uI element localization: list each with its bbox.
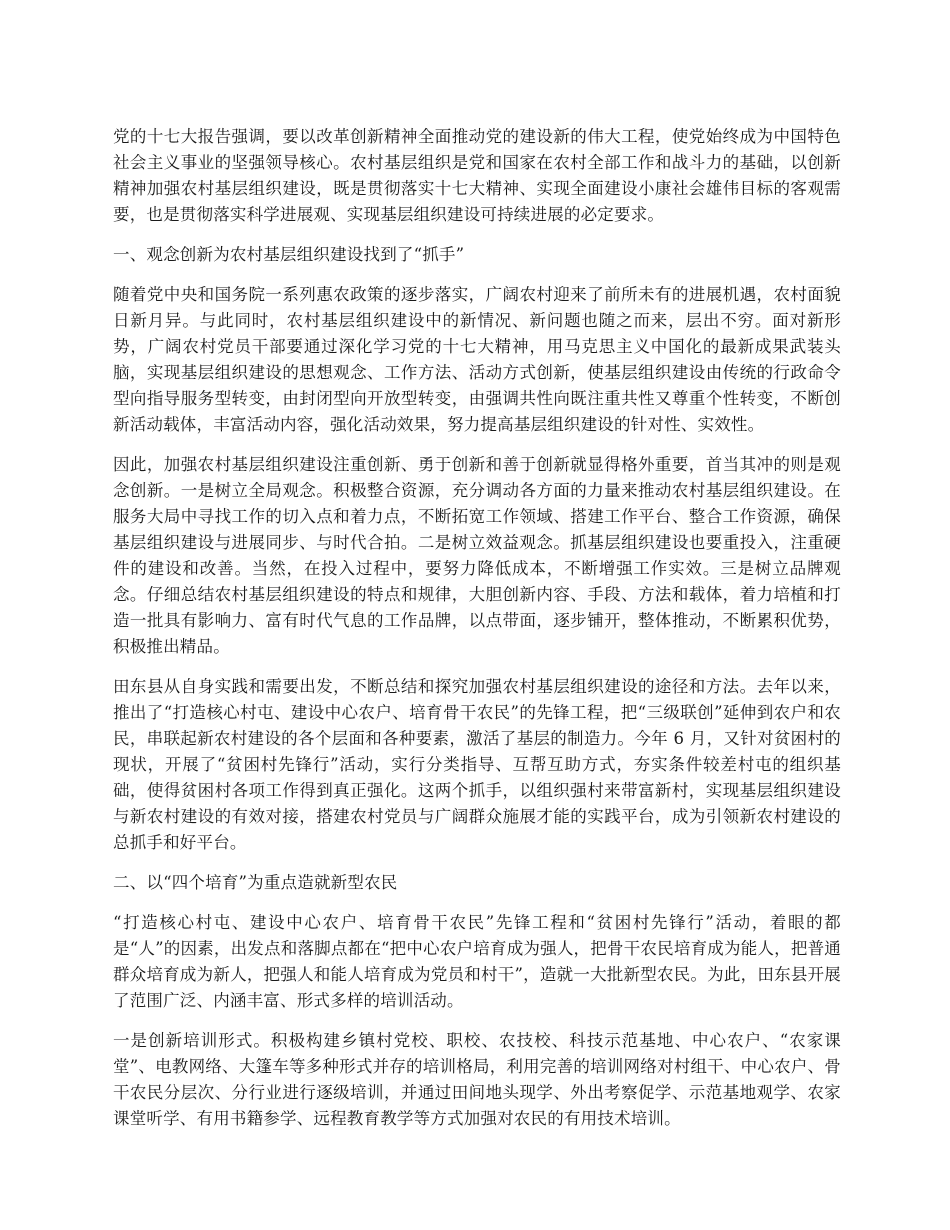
body-paragraph: 因此，加强农村基层组织建设注重创新、勇于创新和善于创新就显得格外重要，首当其冲的则是观念创新。一是树立全局观念。积极整合资源，充分调动各方面的力量来推动农村基层组织建设。在服务大局中寻找工作的切入点和着力点，不断拓宽工作领域、搭建工作平台、整合工作资源，确保基层组织建设与进展同步、与时代合拍。二是树立效益观念。抓基层组织建设也要重投入，注重硬件的建设和改善。当然，在投入过程中，要努力降低成本，不断增强工作实效。三是树立品牌观念。仔细总结农村基层组织建设的特点和规律，大胆创新内容、手段、方法和载体，着力培植和打造一批具有影响力、富有时代气息的工作品牌，以点带面，逐步铺开，整体推动，不断累积优势，积极推出精品。 <box>113 455 841 656</box>
body-paragraph: 田东县从自身实践和需要出发，不断总结和探究加强农村基层组织建设的途径和方法。去年以来，推出了“打造核心村屯、建设中心农户、培育骨干农民”的先锋工程，把“三级联创”延伸到农户和农民，串联起新农村建设的各个层面和各种要素，激活了基层的制造力。今年 6 月，又针对贫困村的现状，开展了“贫困村先锋行”活动，实行分类指导、互帮互助方式，夯实条件较差村屯的组织基础，使得贫困村各项工作得到真正强化。这两个抓手，以组织强村来带富新村，实现基层组织建设与新农村建设的有效对接，搭建农村党员与广阔群众施展才能的实践平台，成为引领新农村建设的总抓手和好平台。 <box>113 677 841 852</box>
body-paragraph: “打造核心村屯、建设中心农户、培育骨干农民”先锋工程和“贫困村先锋行”活动，着眼的都是“人”的因素，出发点和落脚点都在“把中心农户培育成为强人，把骨干农民培育成为能人，把普通群众培育成为新人，把强人和能人培育成为党员和村干”，造就一大批新型农民。为此，田东县开展了范围广泛、内涵丰富、形式多样的培训活动。 <box>113 913 841 1010</box>
body-paragraph: 随着党中央和国务院一系列惠农政策的逐步落实，广阔农村迎来了前所未有的进展机遇，农村面貌日新月异。与此同时，农村基层组织建设中的新情况、新问题也随之而来，层出不穷。面对新形势，广阔农村党员干部要通过深化学习党的十七大精神，用马克思主义中国化的最新成果武装头脑，实现基层组织建设的思想观念、工作方法、活动方式创新，使基层组织建设由传统的行政命令型向指导服务型转变，由封闭型向开放型转变，由强调共性向既注重共性又尊重个性转变，不断创新活动载体，丰富活动内容，强化活动效果，努力提高基层组织建设的针对性、实效性。 <box>113 285 841 434</box>
body-paragraph: 一是创新培训形式。积极构建乡镇村党校、职校、农技校、科技示范基地、中心农户、“农家课堂”、电教网络、大篷车等多种形式并存的培训格局，利用完善的培训网络对村组干、中心农户、骨干农民分层次、分行业进行逐级培训，并通过田间地头现学、外出考察促学、示范基地观学、农家课堂听学、有用书籍参学、远程教育教学等方式加强对农民的有用技术培训。 <box>113 1031 841 1128</box>
document-body <box>113 124 841 1146</box>
section-heading-1: 一、观念创新为农村基层组织建设找到了“抓手” <box>113 245 465 264</box>
intro-paragraph: 党的十七大报告强调，要以改革创新精神全面推动党的建设新的伟大工程，使党始终成为中国特色社会主义事业的坚强领导核心。农村基层组织是党和国家在农村全部工作和战斗力的基础，以创新精神加强农村基层组织建设，既是贯彻落实十七大精神、实现全面建设小康社会雄伟目标的客观需要，也是贯彻落实科学进展观、实现基层组织建设可持续进展的必定要求。 <box>113 127 841 224</box>
section-heading-2: 二、以“四个培育”为重点造就新型农民 <box>113 873 398 892</box>
